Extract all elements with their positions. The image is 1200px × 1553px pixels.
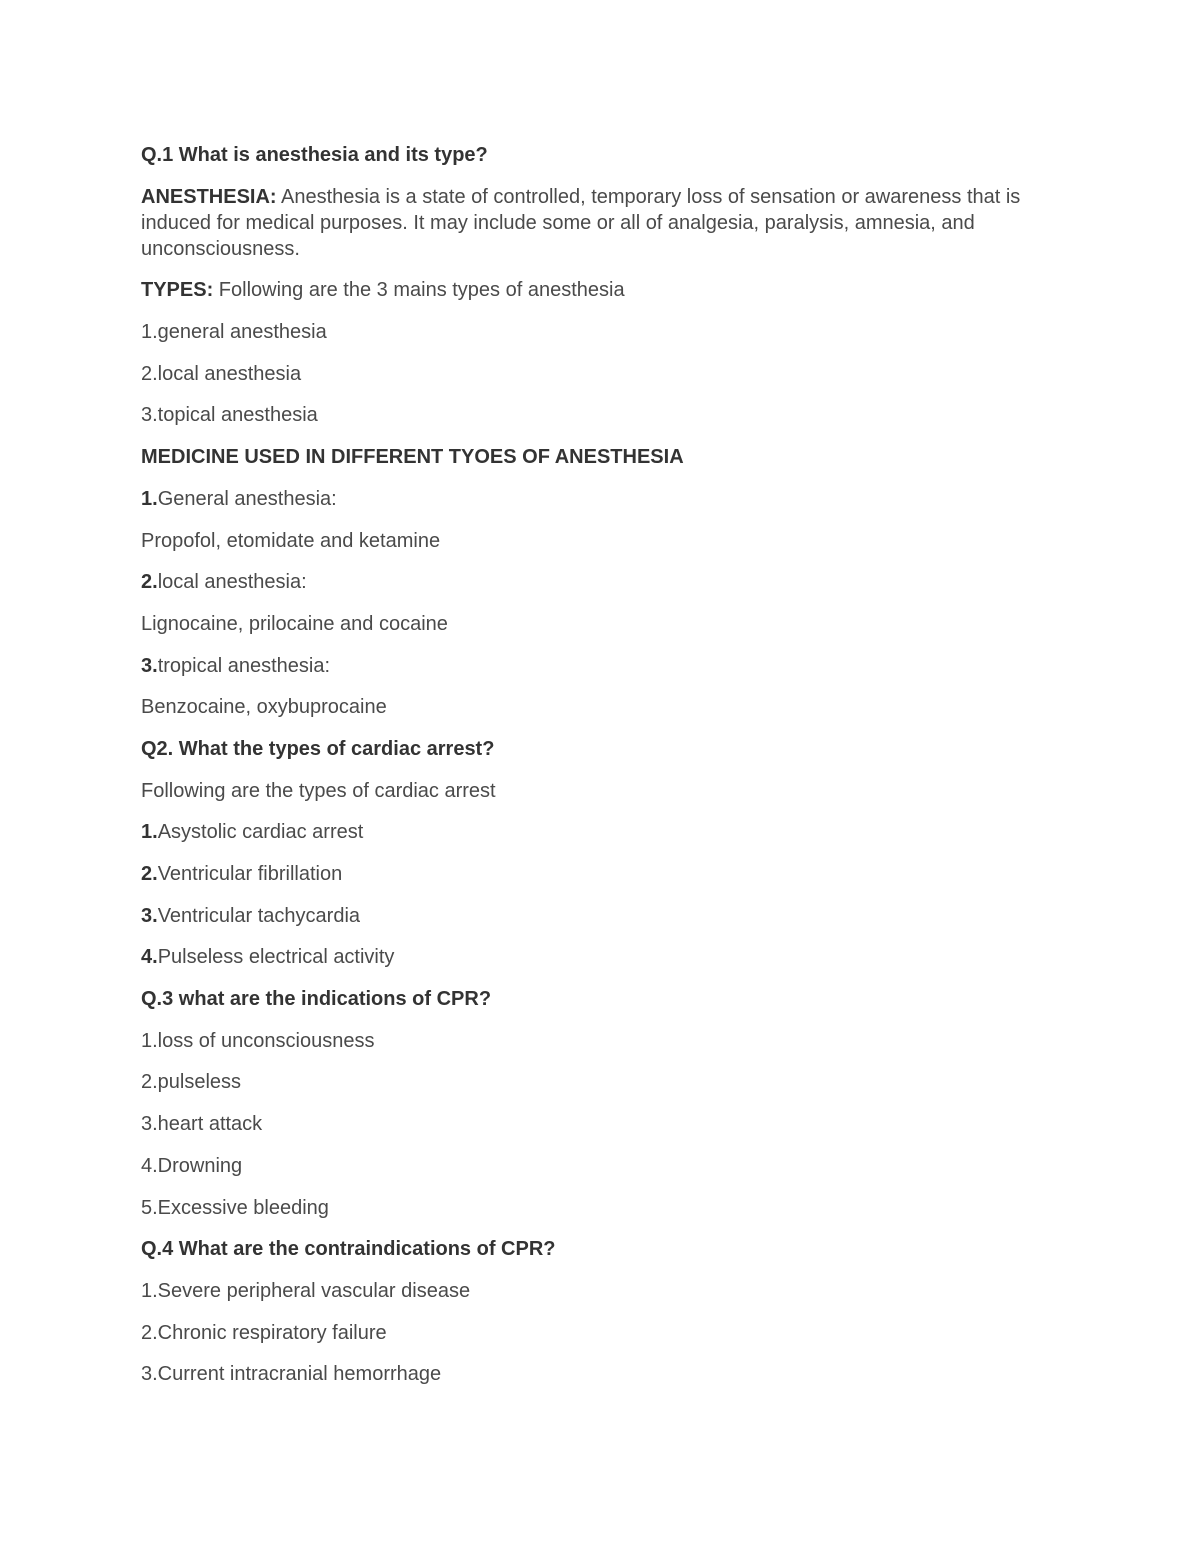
- q2-intro: Following are the types of cardiac arrest: [141, 779, 496, 802]
- list-item: [141, 944, 1061, 970]
- list-item: 3.heart attack: [141, 1113, 263, 1136]
- type-item: 2.local anesthesia: [141, 362, 302, 385]
- list-number: 1.: [141, 487, 158, 510]
- q3-title: Q.3 what are the indications of CPR?: [141, 988, 492, 1011]
- list-number: 3.: [141, 904, 158, 927]
- q2-title: Q2. What the types of cardiac arrest?: [141, 737, 495, 760]
- definition-label: ANESTHESIA:: [141, 185, 277, 208]
- medicine-heading: MEDICINE USED IN DIFFERENT TYOES OF ANESTHESIA: [141, 446, 684, 469]
- definition-text-line3: unconsciousness.: [141, 237, 300, 260]
- list-item: [141, 819, 1061, 845]
- medicine-drugs: Lignocaine, prilocaine and cocaine: [141, 612, 448, 635]
- list-item: 2.pulseless: [141, 1071, 242, 1094]
- list-item: 2.Chronic respiratory failure: [141, 1321, 387, 1344]
- list-text: Ventricular tachycardia: [157, 904, 361, 927]
- list-item: 4.Drowning: [141, 1154, 243, 1177]
- definition-text-line2: induced for medical purposes. It may include some or all of analgesia, paralysis, amnesia, and: [141, 211, 975, 234]
- list-item: 1.loss of unconsciousness: [141, 1029, 375, 1052]
- list-item: [141, 861, 1061, 887]
- types-label: TYPES:: [141, 279, 214, 302]
- list-number: 1.: [141, 821, 158, 844]
- definition-text-line1: Anesthesia is a state of controlled, temporary loss of sensation or awareness that is: [276, 185, 1021, 208]
- medicine-type-label: [141, 569, 1061, 595]
- anesthesia-definition: [141, 184, 1041, 262]
- medicine-type-label: [141, 653, 1061, 679]
- list-number: 2.: [141, 863, 158, 885]
- q4-title: Q.4 What are the contraindications of CPR?: [141, 1238, 556, 1261]
- list-item: 3.Current intracranial hemorrhage: [141, 1363, 442, 1386]
- medicine-type-text: local anesthesia:: [157, 571, 307, 594]
- list-text: Ventricular fibrillation: [157, 863, 343, 885]
- medicine-type-label: [141, 486, 1061, 512]
- list-number: 3.: [141, 654, 158, 677]
- list-item: 5.Excessive bleeding: [141, 1196, 329, 1219]
- list-item: 1.Severe peripheral vascular disease: [141, 1279, 471, 1302]
- medicine-drugs: Propofol, etomidate and ketamine: [141, 529, 441, 552]
- types-text: Following are the 3 mains types of anesthesia: [213, 279, 625, 302]
- medicine-type-text: tropical anesthesia:: [157, 654, 331, 677]
- type-item: 1.general anesthesia: [141, 321, 327, 344]
- list-number: 4.: [141, 946, 158, 969]
- types-intro: [141, 277, 1061, 303]
- medicine-type-text: General anesthesia:: [157, 487, 337, 510]
- list-text: Asystolic cardiac arrest: [157, 821, 364, 844]
- q1-title: Q.1 What is anesthesia and its type?: [141, 144, 488, 166]
- list-text: Pulseless electrical activity: [157, 946, 395, 969]
- list-number: 2.: [141, 571, 158, 594]
- medicine-drugs: Benzocaine, oxybuprocaine: [141, 696, 387, 719]
- document-page: [141, 142, 1061, 1387]
- type-item: 3.topical anesthesia: [141, 404, 318, 427]
- list-item: [141, 903, 1061, 929]
